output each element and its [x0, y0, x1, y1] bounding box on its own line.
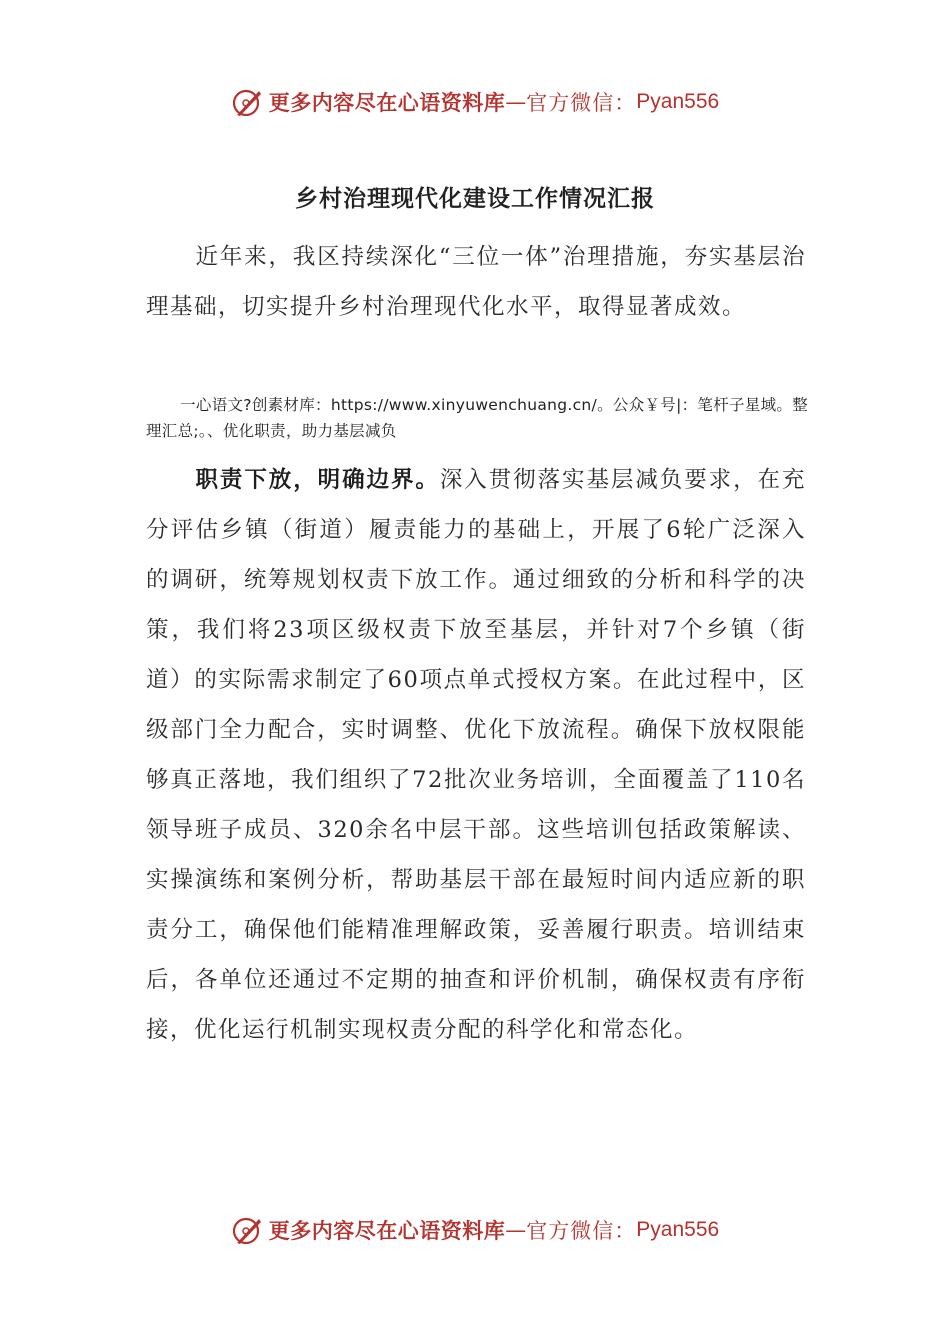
footer-banner — [0, 1210, 950, 1250]
section-paragraph — [146, 455, 806, 1055]
banner-wechat-id: Pyan556 — [636, 90, 720, 113]
banner-dash: — — [505, 90, 527, 114]
document-title: 乡村治理现代化建设工作情况汇报 — [295, 186, 655, 212]
header-banner — [0, 82, 950, 122]
banner-wechat-id: Pyan556 — [636, 1218, 720, 1241]
source-notice: 一心语文?创素材库：https://www.xinyuwenchuang.cn/。公众￥号|：笔杆子星域。整理汇总;。、优化职责，助力基层减负 — [146, 396, 808, 440]
banner-official-label: 官方微信： — [526, 1219, 637, 1243]
banner-dash: — — [505, 1218, 527, 1242]
section-body: 深入贯彻落实基层减负要求，在充分评估乡镇（街道）履责能力的基础上，开展了6轮广泛深入的调研，统筹规划权责下放工作。通过细致的分析和科学的决策，我们将23项区级权责下放至基层，并针对7个乡镇（街道）的实际需求制定了60项点单式授权方案。在此过程中，区级部门全力配合，实时调整、优化下放流程。确保下放权限能够真正落地，我们组织了72批次业务培训，全面覆盖了110名领导班子成员、320余名中层干部。这些培训包括政策解读、实操演练和案例分析，帮助基层干部在最短时间内适应新的职责分工，确保他们能精准理解政策，妥善履行职责。培训结束后，各单位还通过不定期的抽查和评价机制，确保权责有序衔接，优化运行机制实现权责分配的科学化和常态化。 — [146, 467, 806, 1043]
quill-pen-circle-icon — [231, 1213, 265, 1247]
banner-brand-text: 更多内容尽在心语资料库 — [268, 90, 506, 115]
intro-paragraph: 近年来，我区持续深化“三位一体”治理措施，夯实基层治理基础，切实提升乡村治理现代化水平，取得显著成效。 — [146, 244, 806, 320]
section-lead: 职责下放，明确边界。 — [195, 467, 440, 493]
banner-brand-text: 更多内容尽在心语资料库 — [268, 1218, 506, 1243]
quill-pen-circle-icon — [231, 85, 265, 119]
banner-official-label: 官方微信： — [526, 91, 637, 115]
